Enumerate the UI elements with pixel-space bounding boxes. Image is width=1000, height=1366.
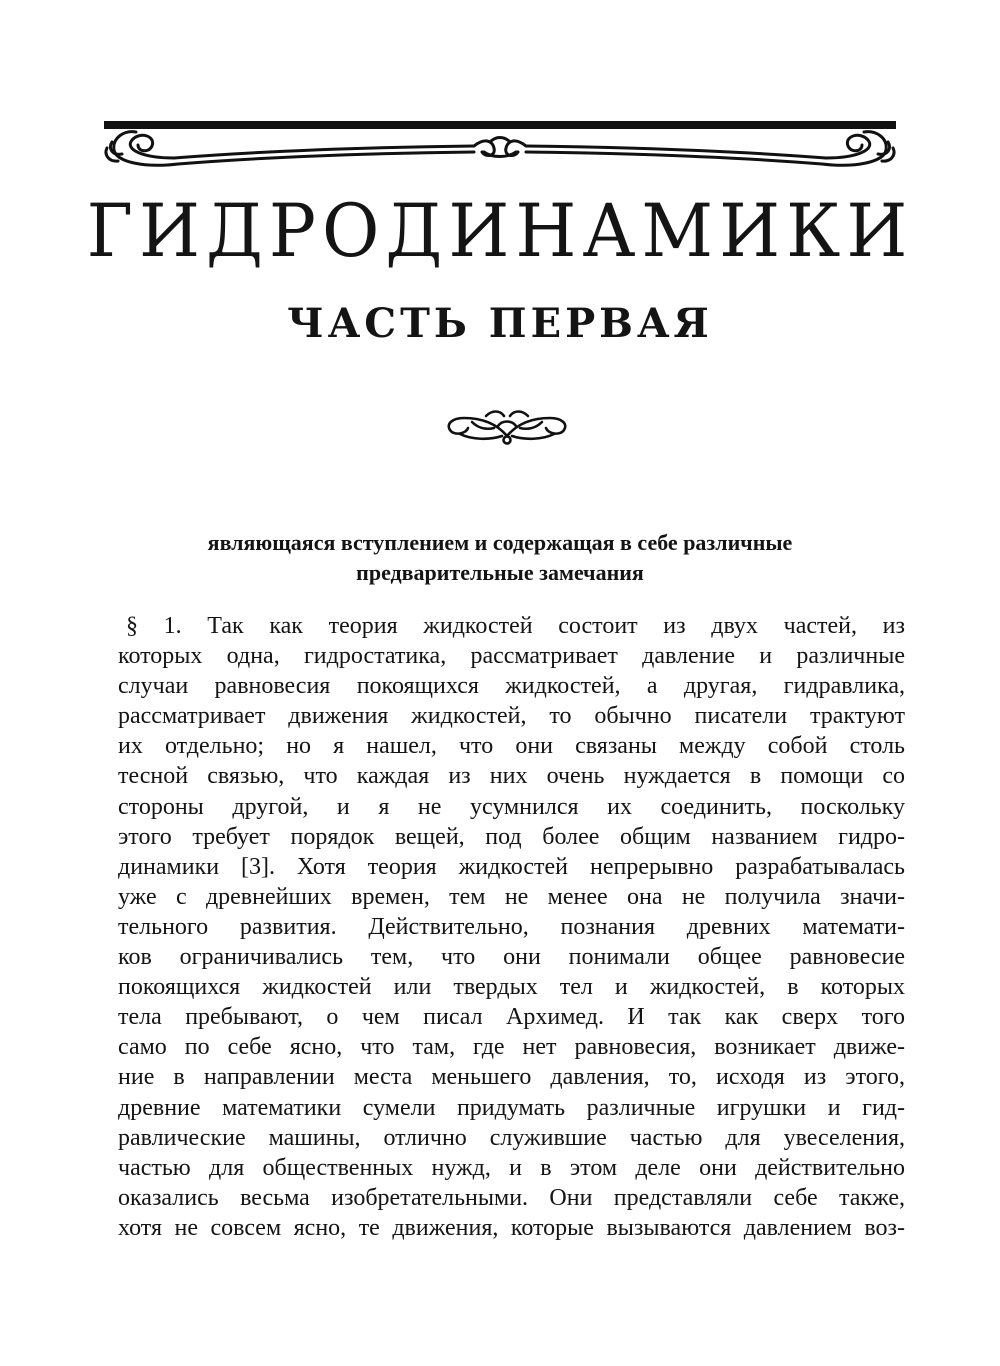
text-line: покоящихся жидкостей или твердых тел и жидкостей, в которых (118, 974, 905, 1001)
text-line: уже с древнейших времен, тем не менее она не получила значи- (118, 883, 905, 910)
text-line: само по себе ясно, что там, где нет равновесия, возникает движе- (118, 1034, 905, 1061)
section-subtitle (130, 528, 870, 588)
text-line: рассматривает движения жидкостей, то обычно писатели трактуют (118, 703, 905, 730)
text-line: их отдельно; но я нашел, что они связаны между собой столь (118, 733, 905, 760)
text-line: ков ограничивались тем, что они понимали общее равновесие (118, 944, 905, 971)
text-line: хотя не совсем ясно, те движения, которые вызываются давлением воз- (118, 1214, 905, 1241)
paragraph-1 (118, 611, 905, 1243)
text-line: древние математики сумели придумать различные игрушки и гид- (118, 1094, 905, 1121)
subtitle-line: предварительные замечания (356, 560, 644, 585)
scroll-rule-ornament-icon (104, 128, 896, 176)
text-line: § 1. Так как теория жидкостей состоит из двух частей, из (126, 613, 905, 639)
text-line: случаи равновесия покоящихся жидкостей, а другая, гидравлика, (118, 673, 905, 700)
text-line: тесной связью, что каждая из них очень нуждается в помощи со (118, 763, 905, 790)
text-line: равлические машины, отлично служившие частью для увеселения, (118, 1124, 905, 1151)
text-line: тела пребывают, о чем писал Архимед. И так как сверх того (118, 1004, 905, 1031)
floral-vignette-icon (442, 406, 572, 448)
subtitle-line: являющаяся вступлением и содержащая в себе различные (207, 530, 793, 555)
text-line: тельного развития. Действительно, познания древних математи- (118, 913, 905, 940)
text-line: частью для общественных нужд, и в этом деле они действительно (118, 1154, 905, 1181)
book-title: ГИДРОДИНАМИКИ (86, 187, 914, 275)
text-line: этого требует порядок вещей, под более общим названием гидро- (118, 823, 905, 850)
text-line: которых одна, гидростатика, рассматривает давление и различные (118, 643, 905, 670)
text-line: оказались весьма изобретательными. Они представляли себе также, (118, 1184, 905, 1211)
text-line: стороны другой, и я не усумнился их соединить, поскольку (118, 793, 905, 820)
part-title: ЧАСТЬ ПЕРВАЯ (287, 300, 713, 347)
text-line: динамики [3]. Хотя теория жидкостей непрерывно разрабатывалась (118, 853, 905, 880)
text-line: ние в направлении места меньшего давления, то, исходя из этого, (118, 1064, 905, 1091)
